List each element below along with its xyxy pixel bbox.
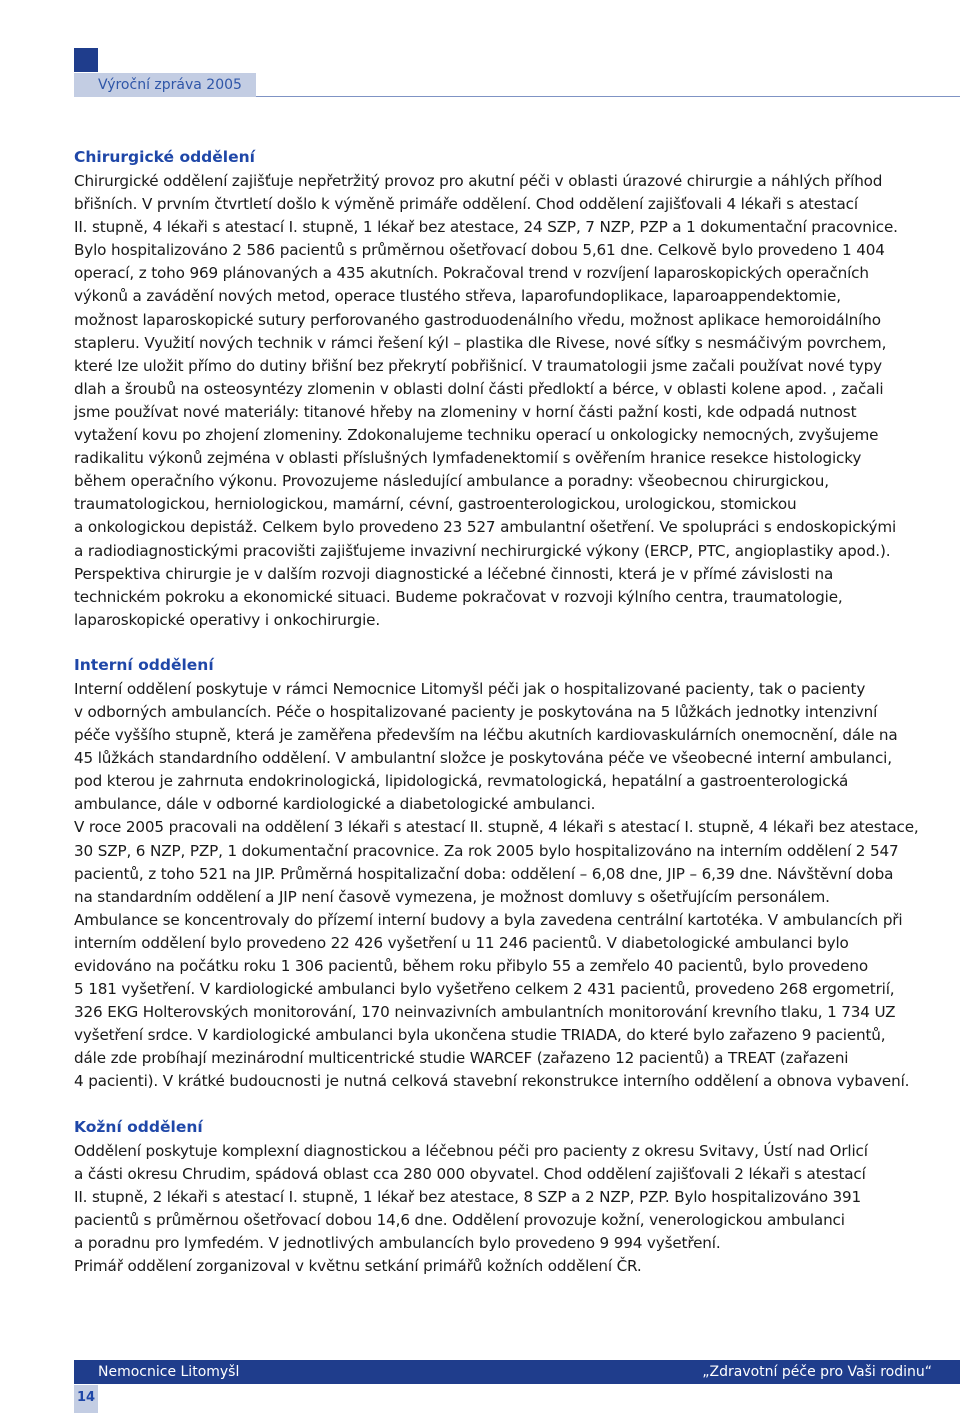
- header-square: [74, 48, 98, 72]
- footer-slogan: „Zdravotní péče pro Vaši rodinu“: [702, 1364, 932, 1380]
- section-text: Oddělení poskytuje komplexní diagnostickou a léčebnou péči pro pacienty z okresu Svitavy, Ústí nad Orlicí a části okresu Chrudim, spádová oblast cca 280 000 obyvatel. Chod oddělení zajišťovali 2 lékaři s atestací II. stupně, 2 lékaři s atestací I. stupně, 1 lékař bez atestace, 8 SZP a 2 NZP, PZP. Bylo hospitalizováno 391 pacientů s průměrnou ošetřovací dobou 14,6 dne. Oddělení provozuje kožní, venerologickou ambulanci a poradnu pro lymfedém. V jednotlivých ambulancích bylo provedeno 9 994 vyšetření. Primář oddělení zorganizoval v květnu setkání primářů kožních oddělení ČR.: [74, 1141, 868, 1276]
- document-body: [74, 146, 960, 1300]
- section-kozni: [74, 1116, 960, 1279]
- section-text: Chirurgické oddělení zajišťuje nepřetržitý provoz pro akutní péči v oblasti úrazové chirurgie a náhlých příhod břišních. V prvním čtvrtletí došlo k výměně primáře oddělení. Chod oddělení zajišťovali 4 lékaři s atestací II. stupně, 4 lékaři s atestací I. stupně, 1 lékař bez atestace, 24 SZP, 7 NZP, PZP a 1 dokumentační pracovnice. Bylo hospitalizováno 2 586 pacientů s průměrnou ošetřovací dobou 5,61 dne. Celkově bylo provedeno 1 404 operací, z toho 969 plánovaných a 435 akutních. Pokračoval trend v rozvíjení laparoskopických operačních výkonů a zavádění nových metod, operace tlustého střeva, laparofundoplikace, laparoappendektomie, možnost laparoskopické sutury perforovaného gastroduodenálního vředu, možnost aplikace hemoroidálního stapleru. Využití nových technik v rámci řešení kýl – plastika dle Rivese, nové síťky s nesmáčivým povrchem, které lze uložit přímo do dutiny břišní bez překrytí pobřišnicí. V traumatologii jsme začali používat nové typy dlah a šroubů na osteosyntézy zlomenin v oblasti dolní části předloktí a bérce, v oblasti kolene apod. , začali jsme používat nové materiály: titanové hřeby na zlomeniny v horní části pažní kosti, kde odpadá nutnost vytažení kovu po zhojení zlomeniny. Zdokonalujeme techniku operací u onkologicky nemocných, zvyšujeme radikalitu výkonů zejména v oblasti příslušných lymfadenektomií s ověřením hranice resekce histologicky během operačního výkonu. Provozujeme následující ambulance a poradny: všeobecnou chirurgickou, traumatologickou, herniologickou, mamární, cévní, gastroenterologickou, urologickou, stomickou a onkologickou depistáž. Celkem bylo provedeno 23 527 ambulantní ošetření. Ve spolupráci s endoskopickými a radiodiagnostickými pracovišti zajišťujeme invazivní nechirurgické výkony (ERCP, PTC, angioplastiky apod.). Perspektiva chirurgie je v dalším rozvoji diagnostické a léčebné činnosti, která je v přímé závislosti na technickém pokroku a ekonomické situaci. Budeme pokračovat v rozvoji kýlního centra, traumatologie, laparoskopické operativy i onkochirurgie.: [74, 172, 898, 629]
- section-interni: [74, 654, 960, 1094]
- header-rule: [256, 96, 960, 97]
- section-text: Interní oddělení poskytuje v rámci Nemocnice Litomyšl péči jak o hospitalizované pacienty, tak o pacienty v odborných ambulancích. Péče o hospitalizované pacienty je poskytována na 5 lůžkách jednotky intenzivní péče vyššího stupně, která je zaměřena především na léčbu akutních kardiovaskulárních onemocnění, dále na 45 lůžkách standardního oddělení. V ambulantní složce je poskytována péče ve všeobecné interní ambulanci, pod kterou je zahrnuta endokrinologická, lipidologická, revmatologická, hepatální a gastroenterologická ambulance, dále v odborné kardiologické a diabetologické ambulanci. V roce 2005 pracovali na oddělení 3 lékaři s atestací II. stupně, 4 lékaři s atestací I. stupně, 4 lékaři bez atestace, 30 SZP, 6 NZP, PZP, 1 dokumentační pracovnice. Za rok 2005 bylo hospitalizováno na interním oddělení 2 547 pacientů, z toho 521 na JIP. Průměrná hospitalizační doba: oddělení – 6,08 dne, JIP – 6,39 dne. Návštěvní doba na standardním oddělení a JIP není časově vymezena, je možnost domluvy s ošetřujícím personálem. Ambulance se koncentrovaly do přízemí interní budovy a byla zavedena centrální kartotéka. V ambulancích při interním oddělení bylo provedeno 22 426 vyšetření u 11 246 pacientů. V diabetologické ambulanci bylo evidováno na počátku roku 1 306 pacientů, během roku přibylo 55 a zemřelo 40 pacientů, bylo provedeno 5 181 vyšetření. V kardiologické ambulanci bylo vyšetřeno celkem 2 431 pacientů, provedeno 268 ergometrií, 326 EKG Holterovských monitorování, 170 neinvazivních ambulantních monitorování krevního tlaku, 1 734 UZ vyšetření srdce. V kardiologické ambulanci byla ukončena studie TRIADA, do které bylo zařazeno 9 pacientů, dále zde probíhají mezinárodní multicentrické studie WARCEF (zařazeno 12 pacientů) a TREAT (zařazeni 4 pacienti). V krátké budoucnosti je nutná celková stavební rekonstrukce interního oddělení a obnova vybavení.: [74, 679, 919, 1091]
- section-heading: Chirurgické oddělení: [74, 148, 255, 166]
- section-heading: Kožní oddělení: [74, 1117, 203, 1136]
- header-title: Výroční zpráva 2005: [98, 77, 242, 93]
- footer-hospital-name: Nemocnice Litomyšl: [98, 1364, 240, 1380]
- section-chirurgicke: [74, 146, 960, 632]
- page-number: 14: [76, 1390, 96, 1405]
- section-heading: Interní oddělení: [74, 655, 214, 674]
- footer-square: [74, 1360, 98, 1384]
